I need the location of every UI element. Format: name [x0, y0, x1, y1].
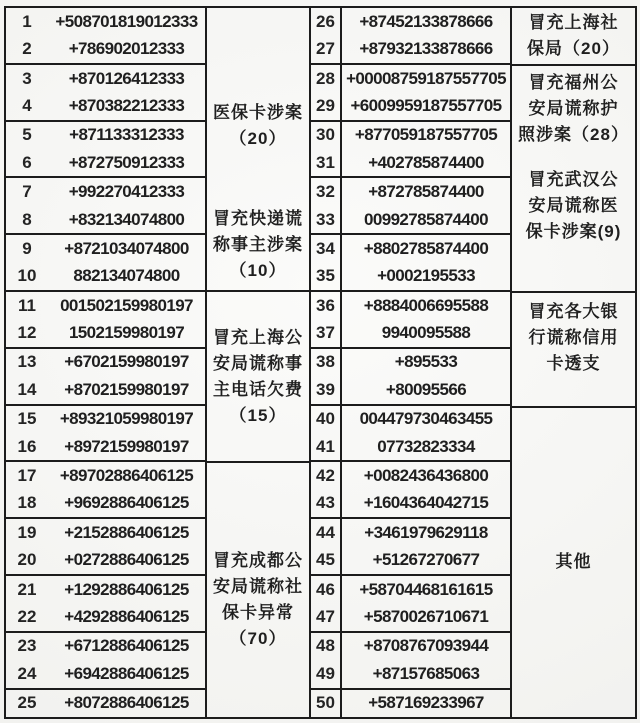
- category-cell: [512, 8, 635, 66]
- phone-number: +872750912333: [68, 152, 185, 172]
- row-index: 7: [22, 182, 32, 202]
- phone-number: +2152886406125: [64, 522, 189, 542]
- phone-number: +872785874400: [368, 182, 484, 202]
- right-category-column: [510, 8, 635, 717]
- table-row: [311, 462, 510, 489]
- row-pair-cell: [311, 462, 510, 519]
- phone-number: +877059187557705: [354, 125, 498, 145]
- phone-number: +58704468161615: [359, 579, 493, 599]
- phone-number: 004479730463455: [359, 409, 493, 429]
- category-label-line: 主电话欠费: [213, 379, 303, 399]
- row-index: 14: [17, 379, 37, 399]
- row-index: 22: [17, 607, 37, 627]
- phone-number: +895533: [394, 352, 458, 372]
- row-index: 31: [311, 149, 342, 176]
- row-index: 10: [17, 266, 37, 286]
- phone-number: +3461979629118: [364, 522, 488, 542]
- row-index: 41: [311, 433, 342, 460]
- phone-number: +5870026710671: [363, 607, 489, 627]
- category-label: [512, 10, 635, 62]
- row-pair-cell: [6, 633, 205, 690]
- category-label-line: 其他: [555, 552, 592, 572]
- phone-number: +80095566: [385, 379, 467, 399]
- row-pair-cell: [6, 292, 205, 349]
- row-index: 38: [311, 349, 342, 376]
- category-label: [207, 206, 309, 284]
- category-label-line: 安局谎称社: [213, 577, 303, 597]
- row-index: 33: [311, 206, 342, 233]
- phone-number: +8702159980197: [64, 379, 189, 399]
- row-pair-cell: [6, 235, 205, 292]
- phone-number: +87157685063: [372, 663, 480, 683]
- table-row: [311, 206, 510, 233]
- table-row: [6, 292, 205, 319]
- phone-number: +6942886406125: [64, 663, 189, 683]
- table-row: [311, 547, 510, 574]
- category-label-line: 冒充福州公: [528, 72, 619, 92]
- table-row: [6, 433, 205, 460]
- table-row: [311, 660, 510, 687]
- table-row: [6, 376, 205, 403]
- row-index: 50: [311, 690, 342, 717]
- phone-number: +870126412333: [68, 68, 185, 88]
- phone-number: +6009959187557705: [350, 95, 502, 115]
- phone-number: +871133312333: [69, 125, 184, 145]
- row-pair-cell: [311, 576, 510, 633]
- row-index: 15: [17, 409, 37, 429]
- category-label-line: （10）: [229, 260, 287, 280]
- table-row: [311, 433, 510, 460]
- table-row: [311, 235, 510, 262]
- category-label: [512, 70, 635, 148]
- table-row: [6, 149, 205, 176]
- row-index: 25: [17, 693, 37, 713]
- phone-number: +0272886406125: [64, 550, 189, 570]
- row-index: 27: [311, 35, 342, 62]
- phone-number: +992270412333: [68, 182, 185, 202]
- row-index: 3: [22, 68, 32, 88]
- category-cell: [512, 408, 635, 717]
- phone-number: +8708767093944: [363, 636, 489, 656]
- category-label-line: 保卡涉案(9): [525, 221, 622, 241]
- row-index: 45: [311, 547, 342, 574]
- phone-number: 882134074800: [73, 266, 180, 286]
- phone-number: +587169233967: [368, 693, 484, 713]
- phone-number: +6702159980197: [64, 352, 189, 372]
- phone-number: +1604364042715: [363, 493, 489, 513]
- scam-phone-number-table: [4, 6, 637, 719]
- table-row: [6, 92, 205, 119]
- row-index: 44: [311, 519, 342, 546]
- table-row: [6, 263, 205, 290]
- phone-number: 001502159980197: [60, 295, 193, 315]
- table-row: [6, 490, 205, 517]
- phone-number: +89321059980197: [59, 409, 194, 429]
- row-index: 19: [17, 522, 37, 542]
- row-index: 12: [17, 323, 37, 343]
- category-label-line: 医保卡涉案: [213, 103, 303, 123]
- row-pair-cell: [311, 633, 510, 690]
- category-label: [512, 549, 635, 575]
- table-row: [311, 292, 510, 319]
- row-pair-cell: [311, 690, 510, 717]
- phone-number: +8884006695588: [363, 295, 489, 315]
- row-index: 28: [311, 65, 342, 92]
- row-index: 30: [311, 122, 342, 149]
- category-label-line: 卡透支: [546, 354, 601, 374]
- row-pair-cell: [6, 8, 205, 65]
- category-label-line: （70）: [229, 629, 287, 649]
- phone-number: +402785874400: [368, 152, 484, 172]
- row-pair-cell: [311, 8, 510, 65]
- left-number-column: [6, 8, 205, 717]
- row-index: 13: [17, 352, 37, 372]
- phone-number: +0082436436800: [363, 466, 489, 486]
- phone-number: 00992785874400: [364, 209, 488, 229]
- phone-number: +8972159980197: [64, 436, 189, 456]
- table-row: [311, 35, 510, 62]
- table-row: [311, 8, 510, 35]
- row-pair-cell: [311, 122, 510, 179]
- table-row: [6, 462, 205, 489]
- table-row: [6, 35, 205, 62]
- row-pair-cell: [6, 519, 205, 576]
- table-row: [6, 547, 205, 574]
- category-label-line: 冒充快递谎: [213, 208, 303, 228]
- row-index: 16: [17, 436, 37, 456]
- row-pair-cell: [6, 65, 205, 122]
- category-cell: [207, 8, 309, 292]
- phone-number: +87932133878666: [359, 39, 493, 59]
- row-index: 6: [22, 152, 32, 172]
- row-pair-cell: [6, 576, 205, 633]
- row-index: 2: [22, 39, 32, 59]
- category-label-line: 冒充各大银: [528, 302, 619, 322]
- row-index: 9: [22, 238, 32, 258]
- row-index: 36: [311, 292, 342, 319]
- row-index: 1: [22, 11, 32, 31]
- table-row: [311, 319, 510, 346]
- category-label-line: （15）: [229, 405, 287, 425]
- table-row: [6, 8, 205, 35]
- category-label-line: 安局谎称事: [213, 353, 303, 373]
- phone-number: +8072886406125: [64, 693, 189, 713]
- category-label-line: （20）: [229, 129, 287, 149]
- row-pair-cell: [311, 235, 510, 292]
- phone-number: +786902012333: [68, 39, 185, 59]
- row-pair-cell: [311, 349, 510, 406]
- phone-number: +870382212333: [68, 95, 185, 115]
- category-label-line: 冒充武汉公: [528, 169, 619, 189]
- table-row: [311, 690, 510, 717]
- row-index: 48: [311, 633, 342, 660]
- row-index: 17: [17, 466, 37, 486]
- phone-number: +9692886406125: [64, 493, 189, 513]
- table-row: [6, 633, 205, 660]
- row-pair-cell: [311, 292, 510, 349]
- row-index: 47: [311, 603, 342, 630]
- phone-number: +832134074800: [68, 209, 185, 229]
- phone-number: +8802785874400: [363, 238, 489, 258]
- phone-number: +0002195533: [377, 266, 475, 286]
- row-pair-cell: [6, 349, 205, 406]
- phone-number: +51267270677: [372, 550, 480, 570]
- row-index: 35: [311, 263, 342, 290]
- table-row: [311, 92, 510, 119]
- phone-number: +508701819012333: [55, 11, 198, 31]
- table-row: [311, 603, 510, 630]
- row-index: 39: [311, 376, 342, 403]
- row-index: 21: [17, 579, 37, 599]
- right-number-column: [309, 8, 510, 717]
- phone-number: +1292886406125: [64, 579, 189, 599]
- row-index: 24: [17, 663, 37, 683]
- category-label-line: 照涉案（28）: [518, 124, 629, 144]
- category-cell: [512, 66, 635, 293]
- category-label-line: 称事主涉案: [213, 234, 303, 254]
- row-index: 49: [311, 660, 342, 687]
- row-pair-cell: [6, 690, 205, 717]
- phone-number: +8721034074800: [64, 238, 189, 258]
- phone-number: 9940095588: [381, 323, 471, 343]
- table-row: [6, 690, 205, 717]
- category-label-line: 冒充成都公: [213, 551, 303, 571]
- row-pair-cell: [6, 178, 205, 235]
- phone-number: +6712886406125: [64, 636, 189, 656]
- table-row: [311, 406, 510, 433]
- row-index: 11: [18, 295, 36, 315]
- category-cell: [207, 292, 309, 463]
- row-pair-cell: [311, 65, 510, 122]
- row-index: 43: [311, 490, 342, 517]
- category-label-line: 保局（20）: [527, 39, 620, 59]
- table-row: [311, 122, 510, 149]
- table-row: [6, 122, 205, 149]
- row-index: 40: [311, 406, 342, 433]
- phone-number: 07732823334: [377, 436, 475, 456]
- row-index: 5: [22, 125, 32, 145]
- phone-number: 1502159980197: [68, 323, 185, 343]
- table-row: [6, 65, 205, 92]
- category-cell: [512, 293, 635, 407]
- row-pair-cell: [311, 406, 510, 463]
- category-label-line: 安局谎称护: [528, 98, 619, 118]
- table-row: [311, 519, 510, 546]
- table-row: [311, 576, 510, 603]
- table-row: [6, 206, 205, 233]
- table-row: [6, 349, 205, 376]
- table-row: [311, 178, 510, 205]
- table-row: [6, 576, 205, 603]
- table-row: [311, 349, 510, 376]
- table-row: [6, 319, 205, 346]
- row-index: 4: [22, 95, 32, 115]
- row-index: 23: [17, 636, 37, 656]
- table-row: [311, 263, 510, 290]
- category-label: [207, 548, 309, 652]
- row-index: 32: [311, 178, 342, 205]
- row-index: 8: [22, 209, 32, 229]
- phone-number: +4292886406125: [64, 607, 189, 627]
- table-row: [311, 65, 510, 92]
- row-pair-cell: [311, 519, 510, 576]
- row-pair-cell: [311, 178, 510, 235]
- row-index: 20: [17, 550, 37, 570]
- category-label-line: 安局谎称医: [528, 195, 619, 215]
- category-label: [512, 299, 635, 377]
- table-row: [6, 406, 205, 433]
- category-label-line: 冒充上海公: [213, 327, 303, 347]
- row-index: 18: [17, 493, 37, 513]
- table-row: [311, 376, 510, 403]
- phone-number: +00008759187557705: [346, 68, 506, 88]
- table-row: [6, 603, 205, 630]
- row-index: 37: [311, 319, 342, 346]
- row-index: 42: [311, 462, 342, 489]
- row-index: 29: [311, 92, 342, 119]
- category-label: [207, 100, 309, 152]
- row-pair-cell: [6, 462, 205, 519]
- table-row: [6, 235, 205, 262]
- row-pair-cell: [6, 406, 205, 463]
- left-category-column: [205, 8, 309, 717]
- category-label-line: 冒充上海社: [528, 13, 619, 33]
- table-row: [6, 660, 205, 687]
- table-row: [6, 178, 205, 205]
- category-label-line: 保卡异常: [222, 603, 294, 623]
- row-pair-cell: [6, 122, 205, 179]
- category-label: [512, 167, 635, 245]
- table-row: [311, 633, 510, 660]
- phone-number: +89702886406125: [59, 466, 194, 486]
- table-row: [311, 149, 510, 176]
- table-row: [6, 519, 205, 546]
- category-label-line: 行谎称信用: [528, 328, 619, 348]
- row-index: 46: [311, 576, 342, 603]
- row-index: 34: [311, 235, 342, 262]
- category-label: [207, 325, 309, 429]
- category-cell: [207, 463, 309, 717]
- phone-number: +87452133878666: [359, 11, 493, 31]
- table-row: [311, 490, 510, 517]
- row-index: 26: [311, 8, 342, 35]
